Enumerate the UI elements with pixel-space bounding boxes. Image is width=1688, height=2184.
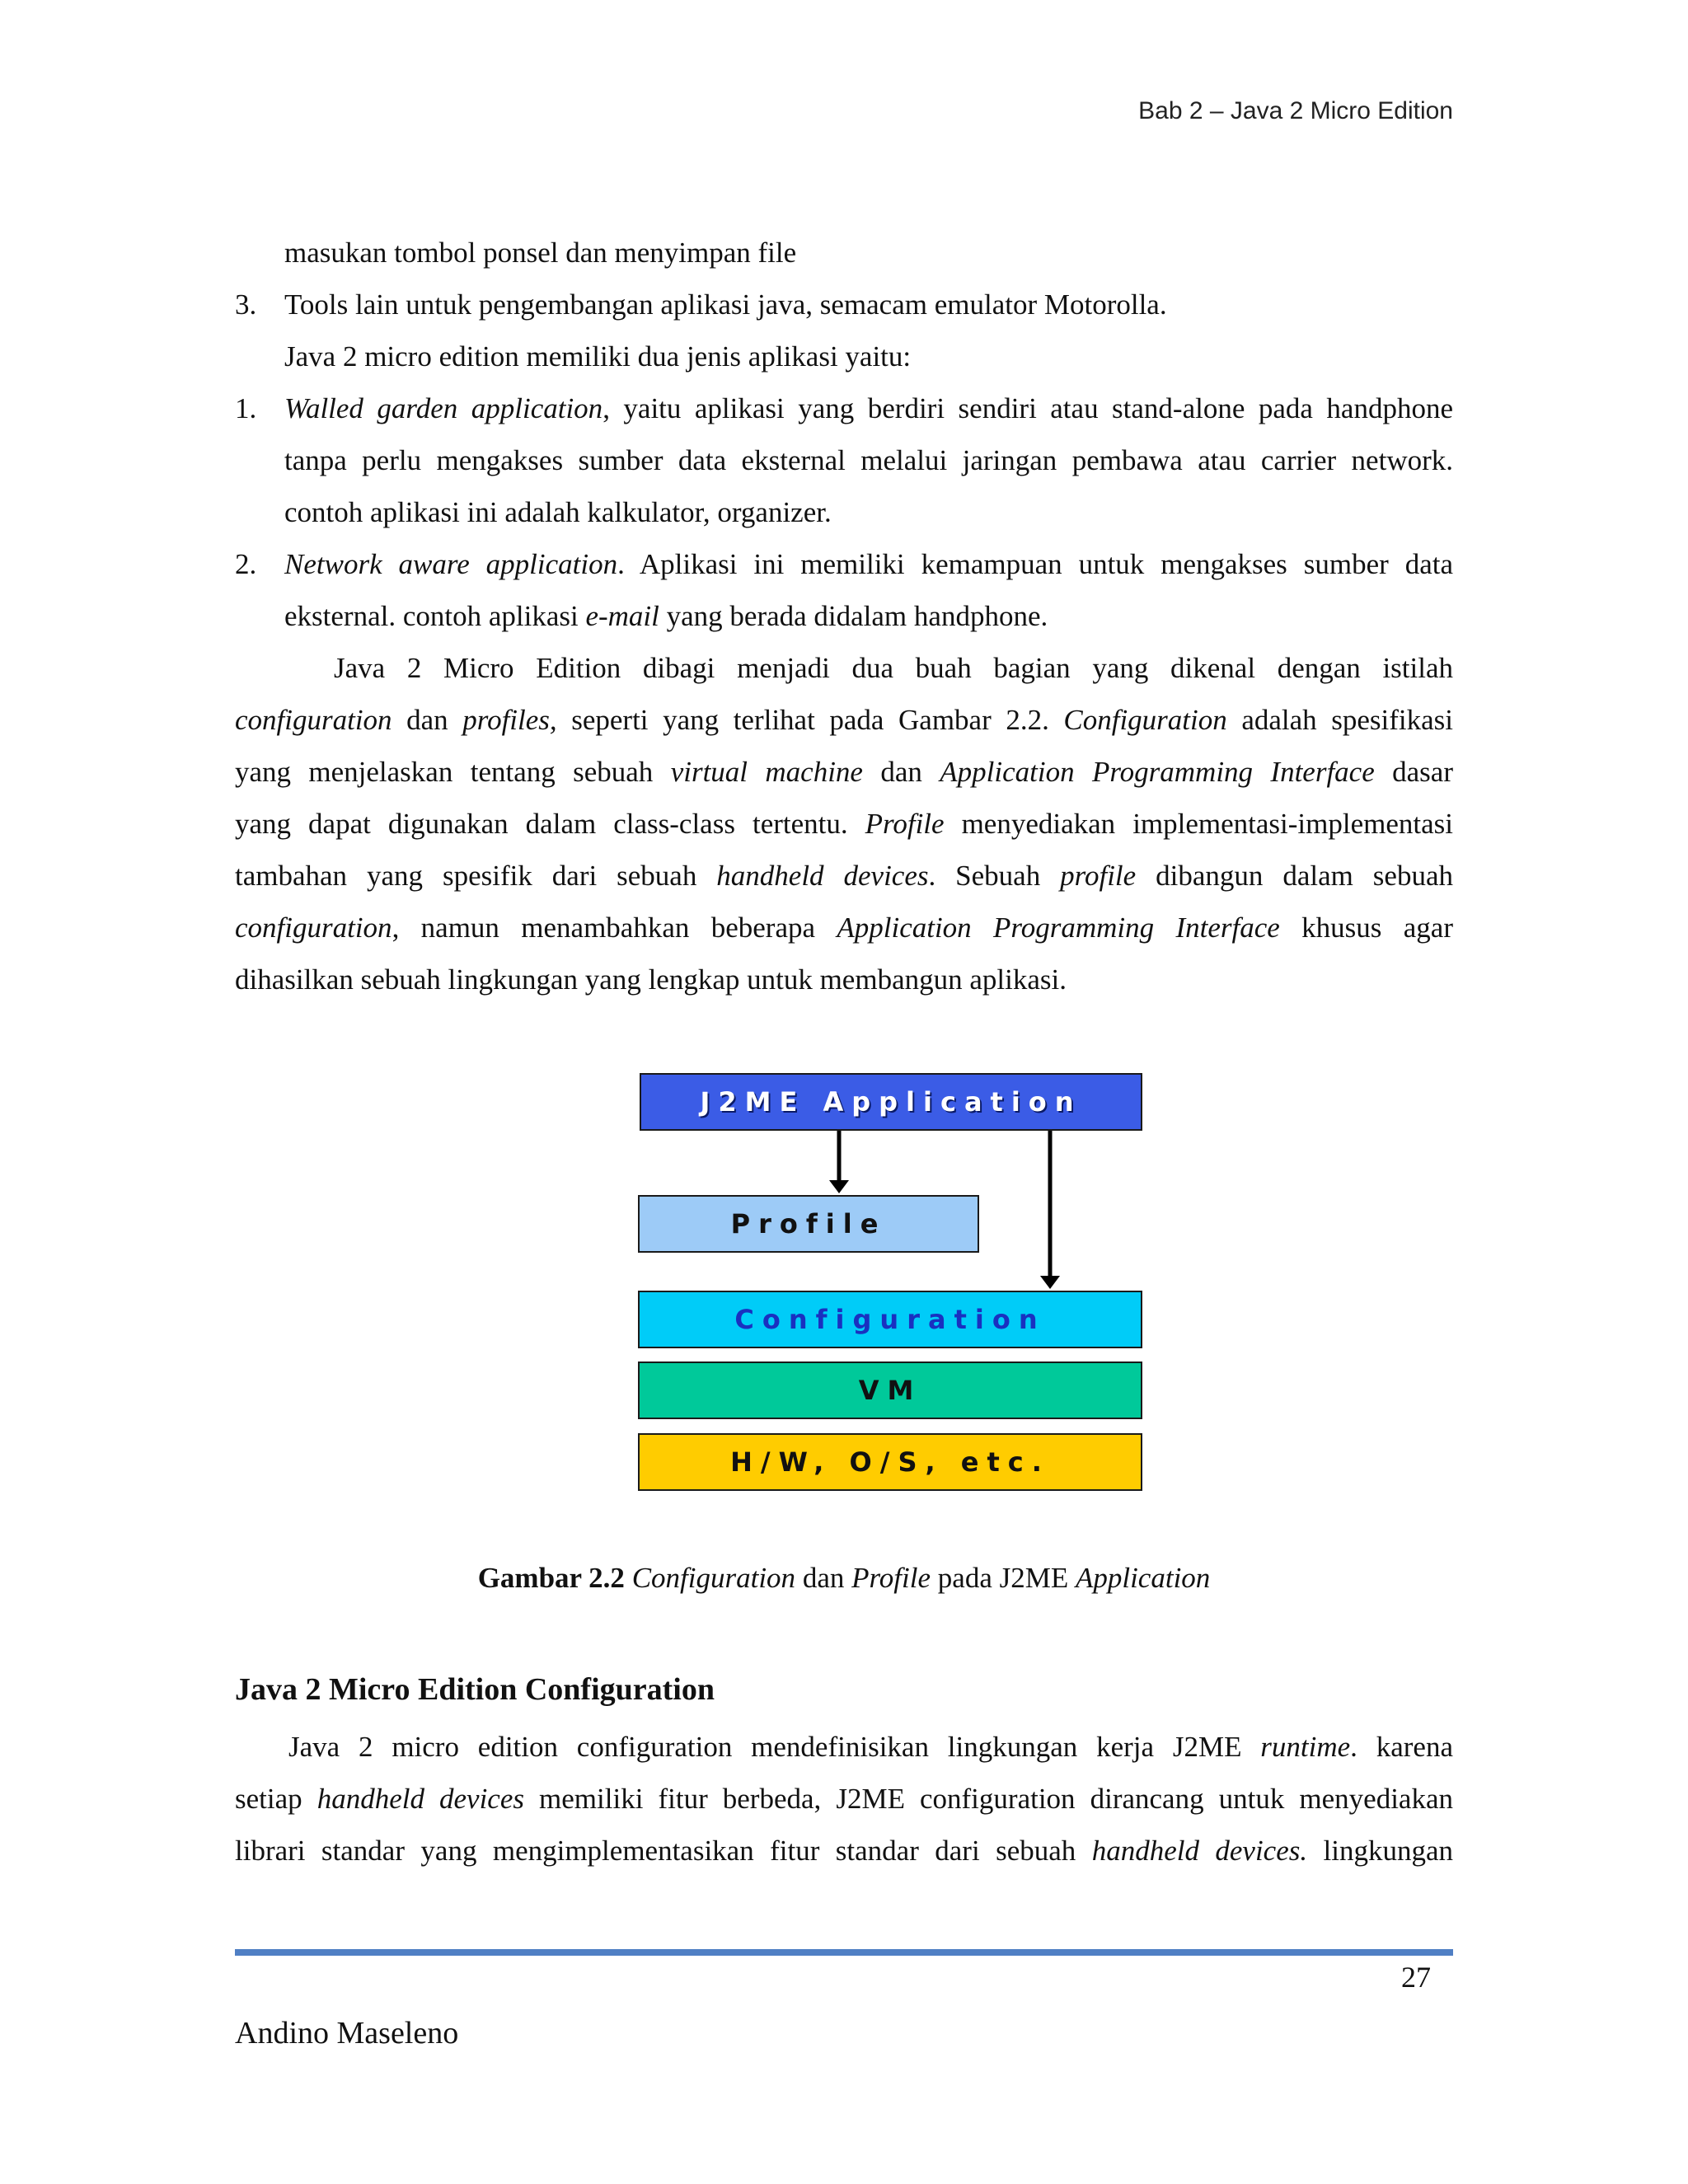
footer-rule (235, 1949, 1453, 1956)
figure-label: Gambar 2.2 (477, 1562, 625, 1594)
app-type-1: 1. Walled garden application, yaitu aplikasi yang berdiri sendiri atau stand-alone pada handphone tanpa perlu mengakses sumber data eksternal melalui jaringan pembawa atau carrier network. contoh aplikasi ini adalah kalkulator, organizer. (235, 382, 1453, 538)
profile-box: Profile (638, 1195, 979, 1253)
body-text-upper (235, 227, 1453, 1005)
arrowhead-profile (829, 1180, 849, 1193)
list-number: 3. (235, 288, 257, 321)
term: Network aware application (284, 548, 618, 580)
list-number: 2. (235, 548, 257, 580)
hardware-os-box: H/W, O/S, etc. (638, 1433, 1142, 1491)
arrowhead-configuration (1040, 1276, 1060, 1289)
term: Walled garden application (284, 392, 603, 424)
body-text-lower: Java 2 micro edition configuration mendefinisikan lingkungan kerja J2ME runtime. karena setiap handheld devices memiliki fitur berbeda, J2ME configuration dirancang untuk menyediakan librari standar yang mengimplementasikan fitur standar dari sebuah handheld devices. lingkungan (235, 1731, 1454, 1867)
j2me-application-box: J2ME Application (640, 1073, 1142, 1131)
paragraph-config-profiles: Java 2 Micro Edition dibagi menjadi dua buah bagian yang dikenal dengan istilah configuration dan profiles, seperti yang terlihat pada Gambar 2.2. Configuration adalah spesifikasi yang menjelaskan tentang sebuah virtual machine dan Application Programming Interface dasar yang dapat digunakan dalam class-class tertentu. Profile menyediakan implementasi-implementasi tambahan yang spesifik dari sebuah handheld devices. Sebuah profile dibangun dalam sebuah configuration, namun menambahkan beberapa Application Programming Interface khusus agar dihasilkan sebuah lingkungan yang lengkap untuk membangun aplikasi. (235, 652, 1454, 996)
configuration-box: Configuration (638, 1291, 1142, 1348)
list-continuation: masukan tombol ponsel dan menyimpan file (284, 237, 797, 269)
app-type-2: 2. Network aware application. Aplikasi ini memiliki kemampuan untuk mengakses sumber data eksternal. contoh aplikasi e-mail yang berada didalam handphone. (235, 538, 1453, 642)
section-heading: Java 2 Micro Edition Configuration (235, 1672, 715, 1707)
list-item-3: 3. Tools lain untuk pengembangan aplikasi java, semacam emulator Motorolla. (235, 279, 1453, 330)
j2me-architecture-diagram (626, 1063, 1154, 1508)
vm-box: VM (638, 1361, 1142, 1419)
page-number: 27 (1401, 1961, 1431, 1994)
running-header: Bab 2 – Java 2 Micro Edition (1138, 97, 1453, 124)
figure-caption: Gambar 2.2 Configuration dan Profile pada J2ME Application (477, 1562, 1211, 1594)
footer-author: Andino Maseleno (235, 2016, 459, 2050)
list-number: 1. (235, 392, 257, 424)
app-types-intro: Java 2 micro edition memiliki dua jenis aplikasi yaitu: (284, 340, 912, 373)
